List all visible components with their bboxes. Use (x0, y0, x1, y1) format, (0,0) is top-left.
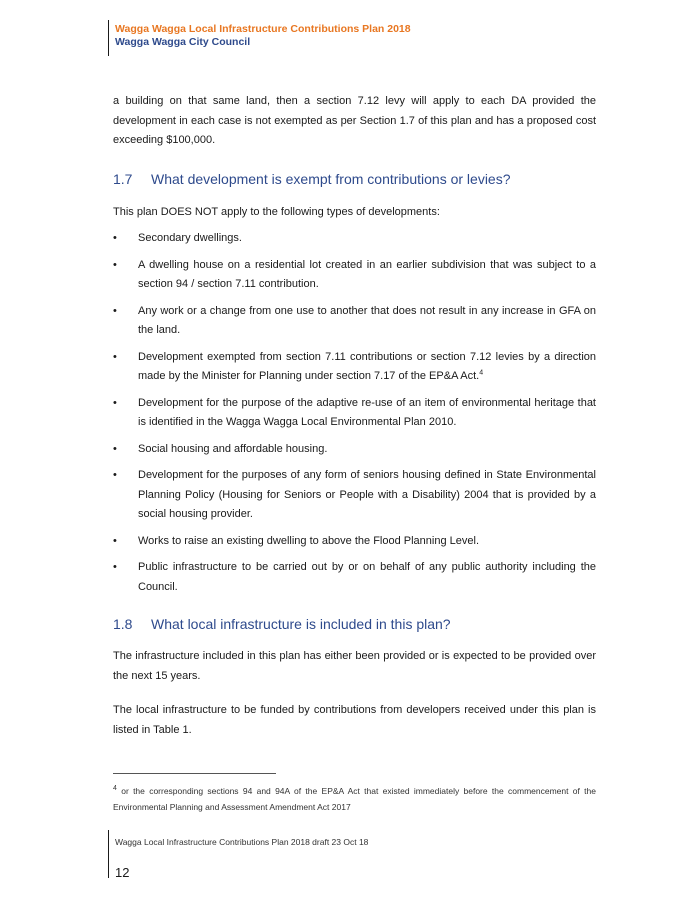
list-item (113, 440, 596, 460)
list-item (113, 229, 596, 249)
list-item-text: Development for the purpose of the adaptive re-use of an item of environmental heritage that is identified in the Wagga Wagga Local Environmental Plan 2010. (138, 396, 596, 428)
section-1-8-heading (113, 614, 596, 634)
footnote (113, 783, 596, 815)
list-item (113, 532, 596, 552)
list-item-text: Development exempted from section 7.11 contributions or section 7.12 levies by a direction made by the Minister for Planning under section 7.17 of the EP&A Act. (138, 350, 596, 382)
list-item-text: Public infrastructure to be carried out by or on behalf of any public authority including the Council. (138, 561, 596, 593)
header-subtitle: Wagga Wagga City Council (115, 36, 251, 48)
footnote-text: or the corresponding sections 94 and 94A of the EP&A Act that existed immediately before the commencement of the Environmental Planning and Assessment Amendment Act 2017 (113, 786, 596, 812)
bullet-icon: • (113, 442, 117, 455)
section-1-8-paragraph: The infrastructure included in this plan has either been provided or is expected to be provided over the next 15 years. (113, 650, 596, 682)
exemption-list (113, 229, 596, 597)
footer-text: Wagga Local Infrastructure Contributions Plan 2018 draft 23 Oct 18 (115, 837, 369, 847)
section-title: What local infrastructure is included in this plan? (151, 616, 451, 632)
section-1-7-lead: This plan DOES NOT apply to the following types of developments: (113, 205, 440, 218)
footnote-divider (113, 773, 276, 774)
section-title: What development is exempt from contributions or levies? (151, 170, 511, 187)
footnote-reference[interactable]: 4 (479, 369, 484, 377)
section-number: 1.7 (113, 170, 133, 187)
section-1-7-heading (113, 169, 596, 189)
list-item (113, 256, 596, 295)
page-header (108, 20, 411, 56)
header-title: Wagga Wagga Local Infrastructure Contributions Plan 2018 (115, 23, 411, 35)
list-item-text: Any work or a change from one use to another that does not result in any increase in GFA on the land. (138, 304, 596, 336)
bullet-icon: • (113, 304, 117, 317)
page-number: 12 (115, 865, 130, 880)
bullet-icon: • (113, 561, 117, 573)
bullet-icon: • (113, 534, 117, 547)
page-body (113, 92, 596, 755)
section-1-8-paragraph: The local infrastructure to be funded by contributions from developers received under this plan is listed in Table 1. (113, 704, 596, 736)
list-item (113, 394, 596, 433)
list-item-text: A dwelling house on a residential lot created in an earlier subdivision that was subject to a section 94 / section 7.11 contribution. (138, 258, 596, 290)
intro-paragraph: a building on that same land, then a section 7.12 levy will apply to each DA provided the development in each case is not exempted as per Section 1.7 of this plan and has a proposed cost exceeding $100,000. (113, 95, 596, 146)
list-item (113, 558, 596, 597)
bullet-icon: • (113, 232, 117, 244)
list-item (113, 302, 596, 341)
footnote-marker: 4 (113, 785, 117, 793)
list-item-text: Development for the purposes of any form of seniors housing defined in State Environmental Planning Policy (Housing for Seniors or People with a Disability) 2004 that is provided by a social housing provider. (138, 469, 596, 520)
bullet-icon: • (113, 350, 117, 363)
page-footer (108, 830, 368, 878)
list-item-text: Secondary dwellings. (138, 232, 242, 244)
list-item (113, 466, 596, 525)
list-item-text: Works to raise an existing dwelling to above the Flood Planning Level. (138, 534, 479, 547)
bullet-icon: • (113, 258, 117, 271)
list-item-text: Social housing and affordable housing. (138, 442, 328, 455)
bullet-icon: • (113, 469, 117, 481)
list-item (113, 348, 596, 387)
bullet-icon: • (113, 396, 117, 409)
section-number: 1.8 (113, 616, 133, 632)
